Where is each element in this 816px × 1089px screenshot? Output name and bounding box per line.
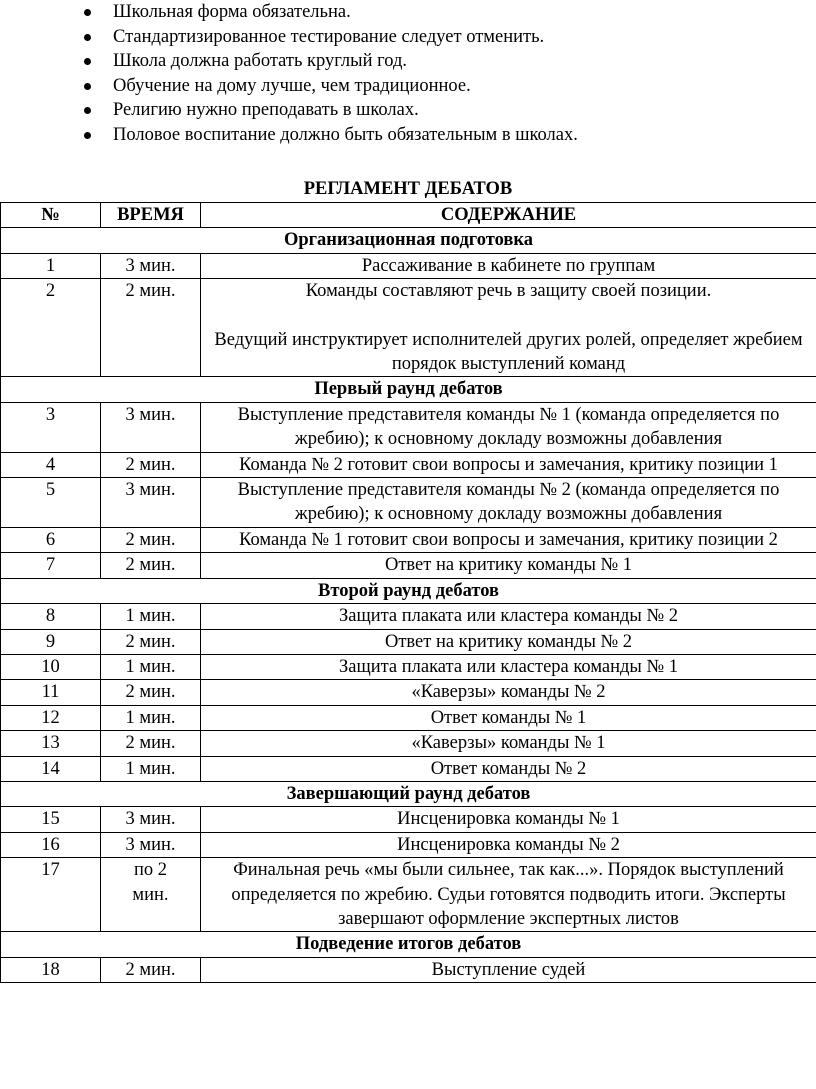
bullet-icon	[84, 107, 91, 114]
row-time: 2 мин.	[101, 553, 201, 578]
row-time: по 2 мин.	[101, 858, 201, 932]
section-row	[1, 578, 816, 603]
table-header-row	[1, 203, 816, 228]
row-num: 9	[1, 629, 101, 654]
section-title: Организационная подготовка	[1, 228, 816, 253]
table-row	[1, 705, 816, 730]
section-row	[1, 932, 816, 957]
row-content: Ответ на критику команды № 1	[201, 553, 816, 578]
row-content: «Каверзы» команды № 2	[201, 680, 816, 705]
bullet-icon	[84, 9, 91, 16]
row-num: 16	[1, 832, 101, 857]
row-time: 3 мин.	[101, 832, 201, 857]
section-title: Первый раунд дебатов	[1, 377, 816, 402]
row-time: 2 мин.	[101, 279, 201, 377]
row-content: «Каверзы» команды № 1	[201, 731, 816, 756]
row-content: Инсценировка команды № 1	[201, 807, 816, 832]
bullet-icon	[84, 132, 91, 139]
row-time: 1 мин.	[101, 756, 201, 781]
row-content: Выступление судей	[201, 957, 816, 982]
row-time: 2 мин.	[101, 957, 201, 982]
header-content: СОДЕРЖАНИЕ	[201, 203, 816, 228]
row-content: Защита плаката или кластера команды № 1	[201, 654, 816, 679]
row-num: 5	[1, 478, 101, 528]
row-num: 17	[1, 858, 101, 932]
row-time: 3 мин.	[101, 253, 201, 278]
row-num: 10	[1, 654, 101, 679]
table-row	[1, 654, 816, 679]
table-row	[1, 253, 816, 278]
section-row	[1, 781, 816, 806]
table-row	[1, 858, 816, 932]
row-time: 3 мин.	[101, 478, 201, 528]
list-item: Половое воспитание должно быть обязательным в школах.	[0, 123, 578, 148]
row-num: 2	[1, 279, 101, 377]
row-num: 6	[1, 527, 101, 552]
table-row	[1, 604, 816, 629]
row-time: 1 мин.	[101, 604, 201, 629]
debate-schedule-table	[0, 202, 816, 983]
row-content	[201, 279, 816, 377]
table-row	[1, 629, 816, 654]
row-content: Рассаживание в кабинете по группам	[201, 253, 816, 278]
row-content: Инсценировка команды № 2	[201, 832, 816, 857]
section-title: Подведение итогов дебатов	[1, 932, 816, 957]
row-content-line: Ведущий инструктирует исполнителей других ролей, определяет жребием порядок выступлений команд	[214, 329, 803, 375]
row-content: Финальная речь «мы были сильнее, так как...». Порядок выступлений определяется по жребию. Судьи готовятся подводить итоги. Эксперты завершают оформление экспертных листов	[201, 858, 816, 932]
row-num: 8	[1, 604, 101, 629]
row-content: Команда № 2 готовит свои вопросы и замечания, критику позиции 1	[201, 452, 816, 477]
list-item: Школа должна работать круглый год.	[0, 49, 578, 74]
section-title: Завершающий раунд дебатов	[1, 781, 816, 806]
row-time: 2 мин.	[101, 452, 201, 477]
row-content: Ответ на критику команды № 2	[201, 629, 816, 654]
list-item: Стандартизированное тестирование следует отменить.	[0, 25, 578, 50]
row-content: Защита плаката или кластера команды № 2	[201, 604, 816, 629]
row-time: 2 мин.	[101, 680, 201, 705]
table-row	[1, 452, 816, 477]
section-row	[1, 377, 816, 402]
row-num: 7	[1, 553, 101, 578]
table-row	[1, 957, 816, 982]
row-time: 2 мин.	[101, 731, 201, 756]
row-content: Ответ команды № 1	[201, 705, 816, 730]
row-content: Ответ команды № 2	[201, 756, 816, 781]
table-row	[1, 756, 816, 781]
page-title: РЕГЛАМЕНТ ДЕБАТОВ	[303, 179, 513, 199]
section-title: Второй раунд дебатов	[1, 578, 816, 603]
section-row	[1, 228, 816, 253]
row-num: 14	[1, 756, 101, 781]
table-row	[1, 553, 816, 578]
table-row	[1, 731, 816, 756]
table-row	[1, 279, 816, 377]
row-content: Выступление представителя команды № 1 (команда определяется по жребию); к основному докладу возможны добавления	[201, 402, 816, 452]
list-item: Обучение на дому лучше, чем традиционное.	[0, 74, 578, 99]
table-row	[1, 680, 816, 705]
header-num: №	[1, 203, 101, 228]
bullet-icon	[84, 83, 91, 90]
row-num: 4	[1, 452, 101, 477]
list-item: Школьная форма обязательна.	[0, 0, 578, 25]
row-time: 3 мин.	[101, 807, 201, 832]
row-content: Команда № 1 готовит свои вопросы и замечания, критику позиции 2	[201, 527, 816, 552]
row-num: 11	[1, 680, 101, 705]
row-num: 13	[1, 731, 101, 756]
row-content-line: Команды составляют речь в защиту своей позиции.	[305, 281, 712, 302]
row-time: 2 мин.	[101, 629, 201, 654]
row-num: 18	[1, 957, 101, 982]
row-num: 15	[1, 807, 101, 832]
row-num: 3	[1, 402, 101, 452]
row-num: 12	[1, 705, 101, 730]
topic-list	[0, 0, 578, 148]
header-time: ВРЕМЯ	[101, 203, 201, 228]
row-time: 2 мин.	[101, 527, 201, 552]
row-time: 1 мин.	[101, 654, 201, 679]
row-num: 1	[1, 253, 101, 278]
table-row	[1, 832, 816, 857]
row-time: 3 мин.	[101, 402, 201, 452]
row-content: Выступление представителя команды № 2 (команда определяется по жребию); к основному докладу возможны добавления	[201, 478, 816, 528]
list-item: Религию нужно преподавать в школах.	[0, 98, 578, 123]
table-row	[1, 402, 816, 452]
row-time: 1 мин.	[101, 705, 201, 730]
table-row	[1, 807, 816, 832]
table-row	[1, 478, 816, 528]
table-row	[1, 527, 816, 552]
bullet-icon	[84, 34, 91, 41]
bullet-icon	[84, 58, 91, 65]
